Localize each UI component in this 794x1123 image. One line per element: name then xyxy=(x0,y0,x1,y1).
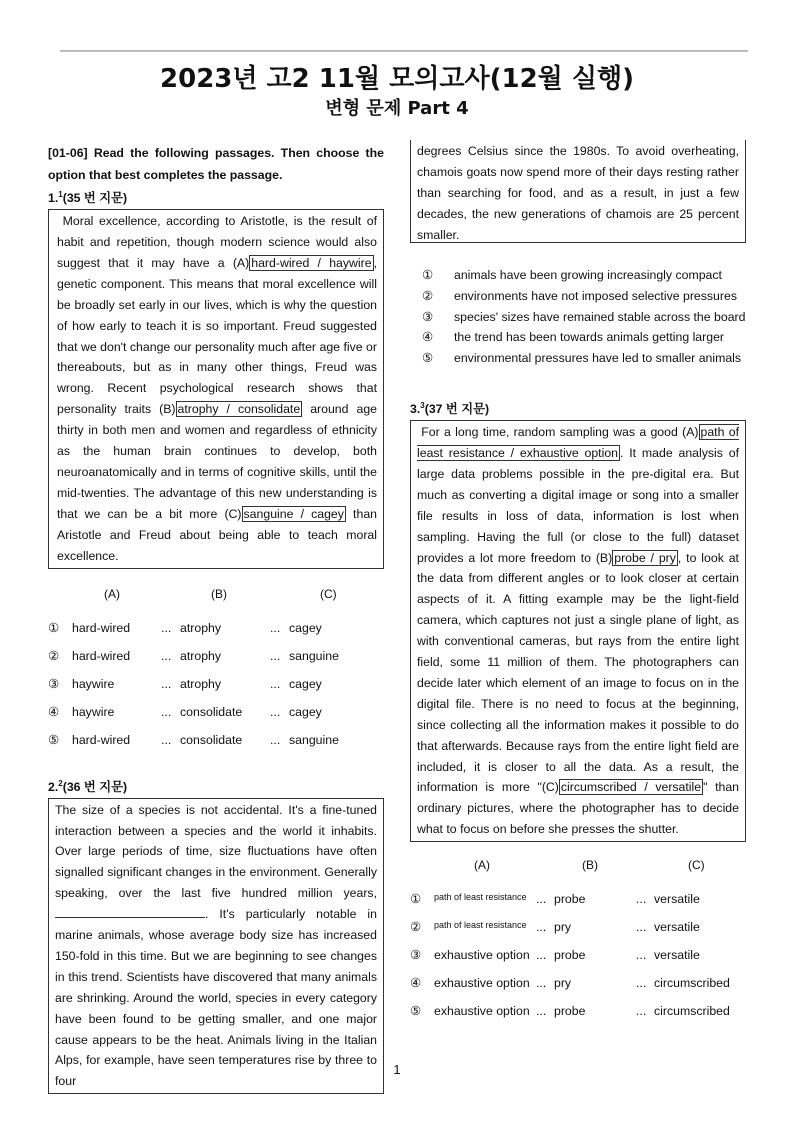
ellipsis: ... xyxy=(636,920,647,935)
option-text: path of least resistance xyxy=(434,892,527,903)
option-text: hard-wired xyxy=(72,732,131,747)
option-3[interactable] xyxy=(410,310,746,331)
option-2[interactable] xyxy=(410,920,746,948)
ellipsis: ... xyxy=(161,732,172,747)
option-number: ⑤ xyxy=(48,732,60,747)
ellipsis: ... xyxy=(536,892,547,907)
top-rule xyxy=(60,50,748,52)
option-number: ⑤ xyxy=(410,1004,422,1019)
option-text: exhaustive option xyxy=(434,1004,530,1019)
option-text: species' sizes have remained stable across the board xyxy=(454,309,746,324)
ellipsis: ... xyxy=(636,976,647,991)
option-5[interactable] xyxy=(410,1004,746,1032)
right-column xyxy=(410,140,746,1032)
option-3[interactable] xyxy=(48,677,384,705)
q2-options xyxy=(410,268,746,372)
blank-a: path of least resistance / exhaustive option xyxy=(417,425,739,460)
option-text: path of least resistance xyxy=(434,920,527,931)
option-text: pry xyxy=(554,976,572,991)
option-number: ④ xyxy=(422,330,434,345)
blank-c: circumscribed / versatile xyxy=(560,780,702,795)
option-text: atrophy xyxy=(180,620,222,635)
option-text: cagey xyxy=(289,676,322,691)
ellipsis: ... xyxy=(270,676,281,691)
option-text: cagey xyxy=(289,620,322,635)
option-text: cagey xyxy=(289,704,322,719)
blank-line xyxy=(55,905,205,918)
option-2[interactable] xyxy=(410,289,746,310)
q2-heading: 2.$^2$(36 번 지문) xyxy=(48,778,128,794)
option-text: exhaustive option xyxy=(434,976,530,991)
ellipsis: ... xyxy=(270,648,281,663)
blank-b: probe / pry xyxy=(614,550,676,565)
ellipsis: ... xyxy=(636,1004,647,1019)
q3-passage: For a long time, random sampling was a good (A) path of least resistance / exhaustive option . It made analysis of large data problems possible in the pre-digital era. But much as converting a digital image or song into a smaller file results in loss of data, information is lost when sampling. Having the full (or close to the full) dataset provides a lot more freedom to (B) probe / pry , to look at the data from different angles or to look closer at certain aspects of it. A fitting example may be the light-field camera, which captures not just a single plane of light, as with conventional cameras, but rays from the entire light field, some 11 million of them. The photographers can decide later which element of an image to focus on in the digital file. There is no need to focus at the beginning, since collecting all the information makes it possible to do that afterwards. Because rays from the entire light field are included, it is closer to all the data. As a result, the information is more "(C) circumscribed / versatile " than ordinary pictures, where the photographer has to decide what to focus on before she presses the shutter. xyxy=(410,420,746,842)
page-subtitle: 변형 문제 Part 4 xyxy=(325,98,469,119)
option-text: versatile xyxy=(654,892,700,907)
q2-passage-continued: degrees Celsius since the 1980s. To avoid overheating, chamois goats now spend more of their days resting rather than searching for food, and as a result, in just a few decades, the new generations of chamois are 25 percent smaller. xyxy=(410,140,746,243)
option-number: ① xyxy=(48,620,60,635)
option-text: sanguine xyxy=(289,732,339,747)
ellipsis: ... xyxy=(161,648,172,663)
option-text: versatile xyxy=(654,920,700,935)
ellipsis: ... xyxy=(270,732,281,747)
option-text: sanguine xyxy=(289,648,339,663)
option-text: probe xyxy=(554,948,586,963)
option-number: ④ xyxy=(410,976,422,991)
option-number: ③ xyxy=(422,309,434,324)
blank-a: hard-wired / haywire xyxy=(251,255,372,270)
option-text: consolidate xyxy=(180,732,243,747)
instructions: [01-06] Read the following passages. Then choose the option that best completes the passage. xyxy=(48,146,384,182)
ellipsis: ... xyxy=(636,948,647,963)
ellipsis: ... xyxy=(536,948,547,963)
ellipsis: ... xyxy=(270,704,281,719)
option-text: atrophy xyxy=(180,648,222,663)
option-1[interactable] xyxy=(48,621,384,649)
option-text: the trend has been towards animals getting larger xyxy=(454,330,725,345)
blank-b: atrophy / consolidate xyxy=(177,402,301,417)
option-number: ② xyxy=(422,288,434,303)
option-number: ③ xyxy=(48,676,60,691)
option-number: ① xyxy=(410,892,422,907)
option-number: ① xyxy=(422,268,434,282)
option-number: ③ xyxy=(410,948,422,963)
q1-heading: 1.$^1$(35 번 지문) xyxy=(48,190,128,206)
option-text: hard-wired xyxy=(72,620,131,635)
option-1[interactable] xyxy=(410,892,746,920)
option-number: ② xyxy=(48,648,60,663)
option-text: environmental pressures have led to smaller animals xyxy=(454,351,742,366)
ellipsis: ... xyxy=(270,620,281,635)
option-text: haywire xyxy=(72,676,115,691)
option-number: ② xyxy=(410,920,422,935)
page-number: 1 xyxy=(393,1062,401,1077)
option-4[interactable] xyxy=(410,330,746,351)
option-text: pry xyxy=(554,920,572,935)
page-title: 2023년 고2 11월 모의고사(12월 실행) xyxy=(160,64,634,94)
ellipsis: ... xyxy=(636,892,647,907)
blank-c: sanguine / cagey xyxy=(243,506,344,521)
option-text: environments have not imposed selective pressures xyxy=(454,288,737,303)
option-3[interactable] xyxy=(410,948,746,976)
option-5[interactable] xyxy=(410,351,746,372)
option-text: probe xyxy=(554,892,586,907)
option-text: circumscribed xyxy=(654,1004,730,1019)
option-text: exhaustive option xyxy=(434,948,530,963)
q3-option-headers: (A) (B) (C) xyxy=(474,858,705,873)
option-text: circumscribed xyxy=(654,976,730,991)
ellipsis: ... xyxy=(536,1004,547,1019)
option-2[interactable] xyxy=(48,649,384,677)
q2-passage: The size of a species is not accidental. It's a fine-tuned interaction between a species and the world it inhabits. Over large periods of time, size fluctuations have often signalled significant changes in the environment. Generally speaking, over the last five hundred million years, . It's particularly notable in marine animals, whose average body size has increased 150-fold in this time. But we are beginning to see changes in this trend. Scientists have discovered that many animals are shrinking. Around the world, species in every category have been found to be getting smaller, and one major cause appears to be the heat. Animals living in the Italian Alps, for example, have seen temperatures rise by three to four xyxy=(48,798,384,1095)
option-number: ④ xyxy=(48,704,60,719)
ellipsis: ... xyxy=(161,704,172,719)
option-1[interactable] xyxy=(410,268,746,289)
q1-passage: Moral excellence, according to Aristotle, is the result of habit and repetition, though modern science would also suggest that it may have a (A) hard-wired / haywire , genetic component. This means that moral excellence will be broadly set early in our lives, which is why the question of how early to teach it is so important. Freud suggested that we don't change our personality much after age five or thereabouts, but as in many other things, Freud was wrong. Recent psychological research shows that personality traits (B) atrophy / consolidate around age thirty in both men and women and regardless of ethnicity as the human brain continues to develop, both neuroanatomically and in terms of cognitive skills, until the mid-twenties. The advantage of this new understanding is that we can be a bit more (C) sanguine / cagey than Aristotle and Freud about being able to teach moral excellence. xyxy=(48,209,384,568)
option-text: consolidate xyxy=(180,704,243,719)
option-text: hard-wired xyxy=(72,648,131,663)
ellipsis: ... xyxy=(161,620,172,635)
option-4[interactable] xyxy=(410,976,746,1004)
q1-option-headers: (A) (B) (C) xyxy=(104,586,337,601)
option-text: haywire xyxy=(72,704,115,719)
option-text: probe xyxy=(554,1004,586,1019)
option-4[interactable] xyxy=(48,705,384,733)
ellipsis: ... xyxy=(161,676,172,691)
ellipsis: ... xyxy=(536,920,547,935)
option-text: animals have been growing increasingly compact xyxy=(454,268,722,282)
left-column xyxy=(48,142,384,1094)
ellipsis: ... xyxy=(536,976,547,991)
option-text: atrophy xyxy=(180,676,222,691)
option-number: ⑤ xyxy=(422,351,434,366)
q3-heading: 3.$^3$(37 번 지문) xyxy=(410,400,490,417)
option-text: versatile xyxy=(654,948,700,963)
option-5[interactable] xyxy=(48,733,384,761)
